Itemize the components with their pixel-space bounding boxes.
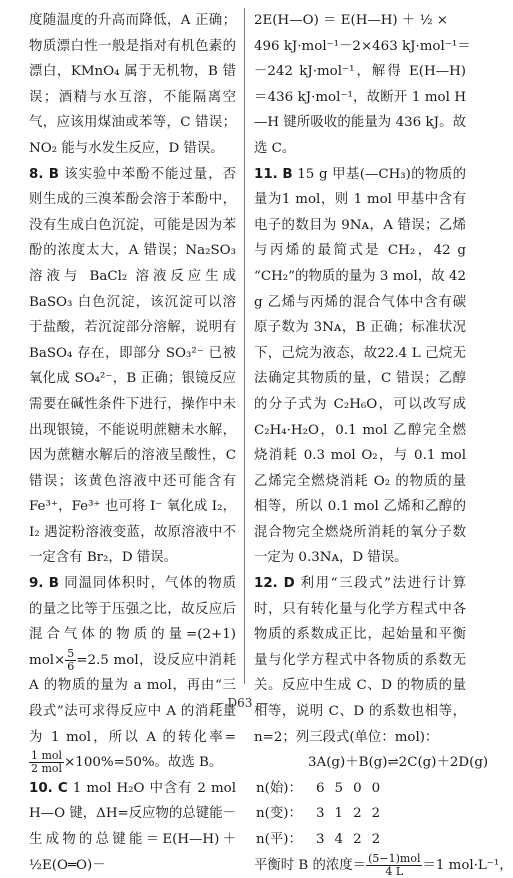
table-cell: 0 — [371, 780, 381, 796]
question-12-text: 利用“三段式”法进行计算时，只有转化量与化学方程式中各物质的系数成正比，起始量和平衡量与化学方程式中各物质的系数无关。反应中生成 C、D 的物质的量相等，说明 C、D 的系数也相等，n=2；列三段式(单位：mol)： — [254, 576, 466, 745]
question-8 — [29, 162, 236, 572]
reaction-equation: 3A(g)＋B(g)⇌2C(g)＋2D(g) — [308, 755, 489, 771]
final-text-2: ＝1 mol·L⁻¹， — [422, 857, 513, 873]
page-number: — D63 — — [211, 696, 269, 711]
left-column — [29, 8, 236, 878]
fraction — [29, 750, 64, 775]
question-11-text: 15 g 甲基(—CH₃)的物质的量为1 mol，则 1 mol 甲基中含有电子的数目为 9Nᴀ，A 错误；乙烯与丙烯的最简式是 CH₂，42 g “CH₂”的物质的量为 3 mol，故 42 g 乙烯与丙烯的混合气体中含有碳原子数为 3Nᴀ，B 正确；标准状况下，己烷为液态，故22.4 L 己烷无法确定其物质的量，C 错误；乙醇的分子式为 C₂H₆O，可以改写成 C₂H₄·H₂O，0.1 mol 乙醇完全燃烧消耗 0.3 mol O₂，与 0.1 mol 乙烯完全燃烧消耗 O₂ 的物质的量相等，所以 0.1 mol 乙烯和乙醇的混合物完全燃烧所消耗的氧分子数一定为 0.3Nᴀ，D 错误。 — [254, 166, 466, 566]
column-divider — [244, 8, 245, 684]
answer-letter: D — [283, 576, 295, 592]
table-row — [254, 827, 385, 853]
answer-letter: B — [48, 576, 59, 592]
question-11 — [254, 162, 466, 572]
table-cell: 3 — [316, 806, 325, 822]
table-cell: 2 — [371, 806, 381, 822]
table-cell: 4 — [334, 832, 344, 847]
answer-letter: B — [282, 166, 293, 182]
question-9-text-2: =2.5 mol，设反应中消耗 A 的物质的量为 a mol，再由“三段式”法可求得反应中 A 的消耗量为 1 mol，所以 A 的转化率= — [29, 652, 236, 745]
table-row — [254, 776, 385, 802]
question-10-text: 1 mol H₂O 中含有 2 mol H—O 键，ΔH=反应物的总键能－生成物的总键能＝E(H—H)＋½E(O═O)－ — [29, 780, 236, 873]
table-cell: 2 — [353, 832, 362, 847]
three-stage-table — [254, 776, 385, 853]
equation-line: 496 kJ·mol⁻¹－2×463 kJ·mol⁻¹＝ — [254, 38, 471, 54]
row-label: n(平)： — [256, 832, 302, 847]
question-number: 9. — [29, 576, 44, 592]
question-9-text-3: ×100%=50%。故选 B。 — [64, 755, 223, 771]
row-label: n(始)： — [256, 780, 302, 796]
final-line — [254, 851, 513, 878]
right-column — [254, 8, 513, 878]
fraction-numerator: (5−1)mol — [368, 851, 421, 865]
paragraph-continued: 度随温度的升高而降低，A 正确；物质漂白性一般是指对有机色素的漂白，KMnO₄ 属于无机物，B 错误；酒精与水互溶，不能隔离空气，应该用煤油或苯等，C 错误；NO₂ 能与水发生反应，D 错误。 — [29, 13, 236, 156]
table-cell: 3 — [316, 832, 325, 847]
table-cell: 2 — [371, 832, 381, 847]
row-label: n(变)： — [256, 806, 302, 822]
fraction — [65, 648, 76, 673]
fraction-denominator: 6 — [67, 659, 75, 673]
question-number: 12. — [254, 576, 278, 592]
final-text-1: 平衡时 B 的浓度＝ — [254, 857, 367, 873]
question-12 — [254, 571, 466, 750]
table-row — [254, 801, 385, 827]
question-10 — [29, 776, 236, 878]
fraction-numerator: 5 — [67, 646, 75, 660]
table-cell: 0 — [353, 780, 362, 796]
fraction-numerator: 1 mol — [31, 749, 63, 763]
question-number: 10. — [29, 780, 53, 796]
table-cell: 6 — [316, 780, 325, 796]
table-cell: 1 — [334, 806, 344, 822]
answer-letter: B — [48, 166, 59, 182]
table-cell: 5 — [334, 780, 344, 796]
equation-conclusion: －242 kJ·mol⁻¹，解得 E(H—H)＝436 kJ·mol⁻¹，故断开 1 mol H—H 键所吸收的能量为 436 kJ。故选 C。 — [254, 64, 466, 156]
question-9 — [29, 571, 236, 776]
fraction — [366, 853, 422, 878]
question-number: 8. — [29, 166, 44, 182]
question-8-text: 该实验中苯酚不能过量，否则生成的三溴苯酚会溶于苯酚中，没有生成白色沉淀，可能是因为苯酚的浓度太大，A 错误；Na₂SO₃ 溶液与 BaCl₂ 溶液反应生成 BaSO₃ 白色沉淀，该沉淀可以溶于盐酸，若沉淀部分溶解，说明有 BaSO₄ 存在，即部分 SO₃²⁻ 已被氧化成 SO₄²⁻，B 正确；银镜反应需要在碱性条件下进行，操作中未出现银镜，不能说明蔗糖未水解，因为蔗糖水解后的溶液呈酸性，C 错误；该黄色溶液中还可能含有 Fe³⁺，Fe³⁺ 也可将 I⁻ 氧化成 I₂，I₂ 遇淀粉溶液变蓝，故原溶液中不一定含有 Br₂，D 错误。 — [29, 166, 237, 566]
equation-line: 2E(H—O) ＝ E(H—H) ＋ ½ × — [254, 13, 449, 28]
fraction-denominator: 4 L — [385, 864, 404, 878]
question-number: 11. — [254, 166, 278, 182]
table-cell: 2 — [353, 806, 362, 822]
fraction-denominator: 2 mol — [31, 762, 63, 776]
question-9-text-1: 同温同体积时，气体的物质的量之比等于压强之比，故反应后混合气体的物质的量=(2+1) mol× — [29, 576, 237, 668]
answer-letter: C — [57, 780, 68, 796]
